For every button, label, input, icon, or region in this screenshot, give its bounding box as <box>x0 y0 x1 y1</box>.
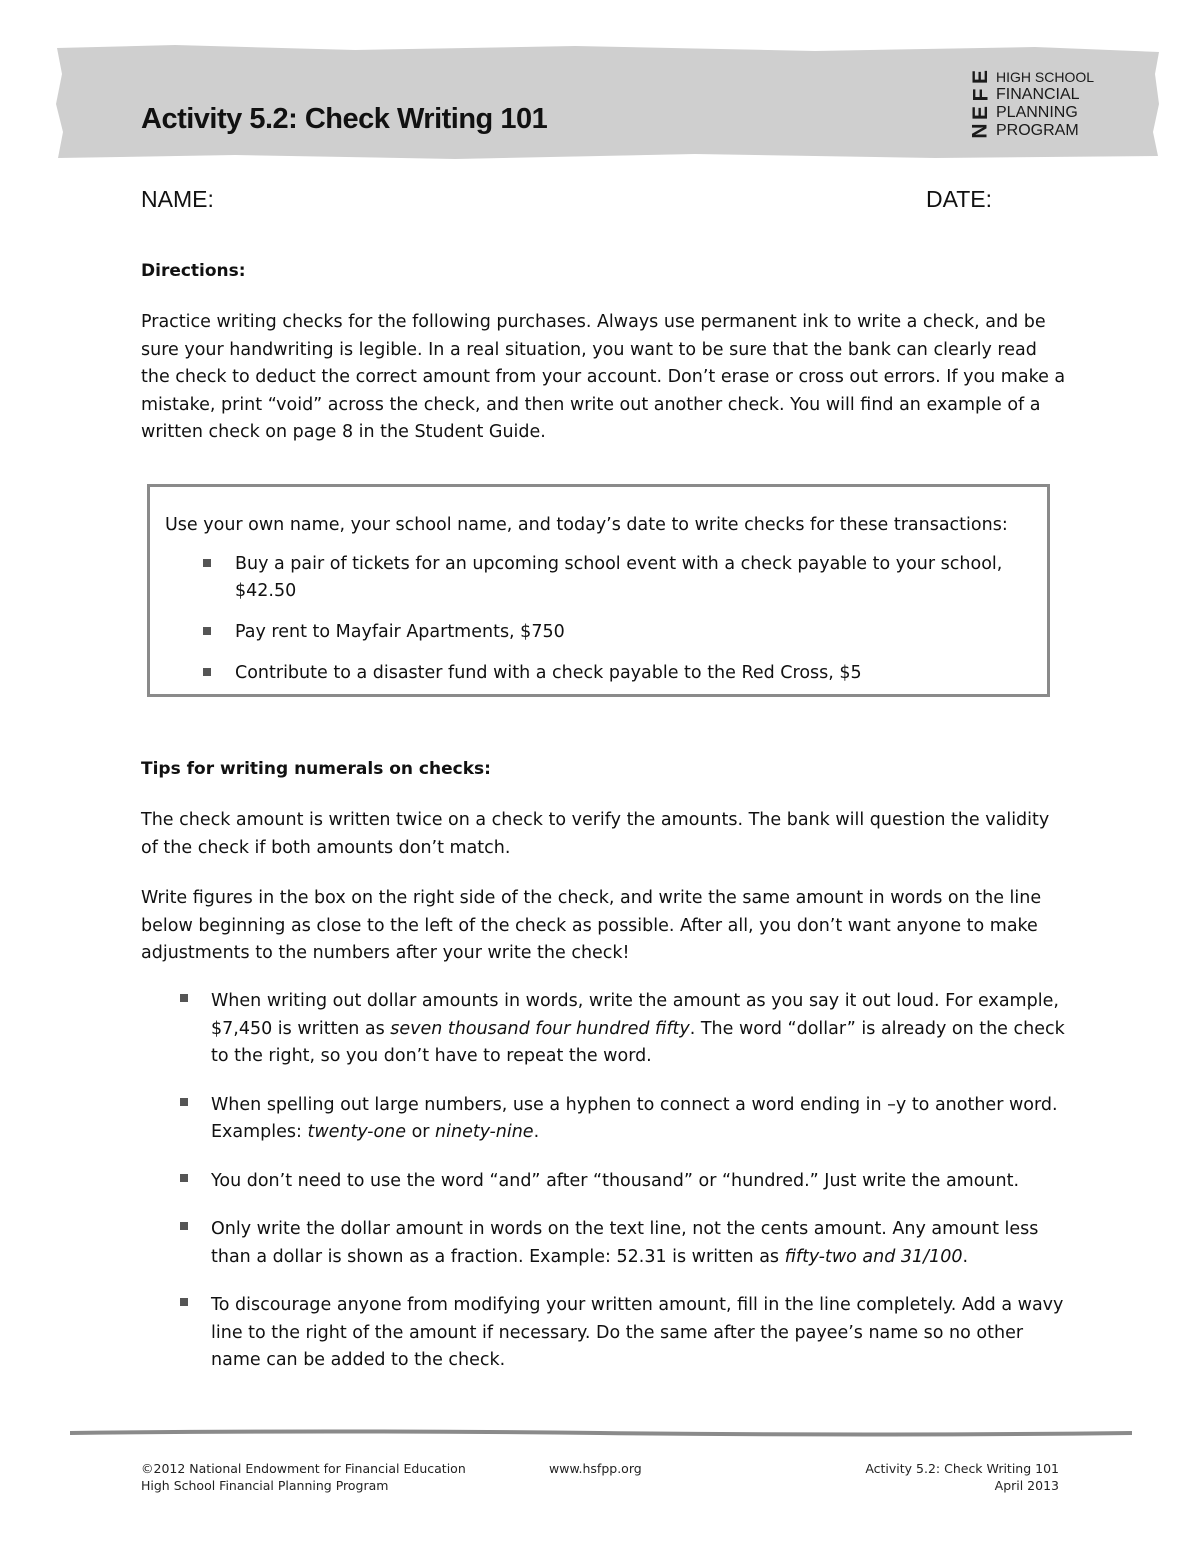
bullet-icon <box>203 559 211 567</box>
directions-heading: Directions: <box>141 261 246 281</box>
list-item <box>176 1216 1066 1271</box>
bullet-icon <box>180 994 188 1002</box>
tip-text: or <box>406 1122 436 1142</box>
footer-divider <box>70 1428 1132 1438</box>
footer-right <box>865 1461 1059 1494</box>
bullet-icon <box>180 1298 188 1306</box>
footer-copyright: ©2012 National Endowment for Financial Education <box>141 1461 466 1476</box>
name-label: NAME: <box>141 186 214 212</box>
tip-text: Only write the dollar amount in words on the text line, not the cents amount. Any amount less than a dollar is shown as a fraction. Example: 52.31 is written as <box>211 1219 1039 1267</box>
transaction-text: Contribute to a disaster fund with a check payable to the Red Cross, $5 <box>235 663 862 683</box>
bullet-icon <box>203 668 211 676</box>
logo-line: FINANCIAL <box>996 86 1080 103</box>
footer-activity: Activity 5.2: Check Writing 101 <box>865 1461 1059 1476</box>
list-item <box>200 551 1030 605</box>
nefe-logo-mark <box>969 68 993 140</box>
list-item <box>176 1092 1066 1147</box>
list-item <box>176 1168 1066 1196</box>
tip-text: . <box>962 1246 969 1267</box>
bullet-icon <box>180 1222 188 1230</box>
tip-example: ninety-nine <box>435 1122 534 1142</box>
list-item <box>176 1292 1066 1375</box>
tips-paragraph: Write figures in the box on the right side of the check, and write the same amount in words on the line below beginning as close to the left of the check as possible. After all, you don’t want anyone to make adjustments to the numbers after your write the check! <box>141 888 1042 963</box>
transaction-text: Pay rent to Mayfair Apartments, $750 <box>235 622 565 642</box>
tip-text: To discourage anyone from modifying your written amount, fill in the line completely. Add a wavy line to the right of the amount if necessary. Do the same after the payee’s name so no other name can be added to the check. <box>211 1295 1064 1370</box>
bullet-icon <box>203 627 211 635</box>
transactions-list <box>200 551 1030 701</box>
logo-letter: E <box>968 69 992 85</box>
logo-letter: E <box>968 105 992 121</box>
tip-text: You don’t need to use the word “and” after “thousand” or “hundred.” Just write the amount. <box>211 1170 1020 1191</box>
list-item <box>200 619 1030 646</box>
transactions-box <box>147 484 1050 697</box>
transaction-text: Buy a pair of tickets for an upcoming school event with a check payable to your school, $42.50 <box>235 554 1003 601</box>
logo-line: HIGH SCHOOL <box>996 69 1095 85</box>
footer-center <box>549 1461 642 1478</box>
tips-heading: Tips for writing numerals on checks: <box>141 759 491 779</box>
directions-text: Practice writing checks for the following purchases. Always use permanent ink to write a check, and be sure your handwriting is legible. In a real situation, you want to be sure that the bank can clearly read the check to deduct the correct amount from your account. Don’t erase or cross out errors. If you make a mistake, print “void” across the check, and then write out another check. You will find an example of a written check on page 8 in the Student Guide. <box>141 312 1066 442</box>
transactions-intro: Use your own name, your school name, and today’s date to write checks for these transactions: <box>165 515 1008 535</box>
nefe-logo <box>969 68 1109 144</box>
tip-text: When writing out dollar amounts in words, write the amount as you say it out loud. For example, $7,450 is written as <box>211 991 1059 1039</box>
footer-date: April 2013 <box>994 1477 1059 1493</box>
tip-text: . The word “dollar” is already on the check to the right, so you don’t have to repeat the word. <box>211 1018 1065 1066</box>
page-title: Activity 5.2: Check Writing 101 <box>141 103 548 135</box>
tip-text: When spelling out large numbers, use a hyphen to connect a word ending in –y to another word. Examples: <box>211 1094 1058 1142</box>
logo-text <box>996 68 1094 140</box>
logo-line: PROGRAM <box>996 122 1079 139</box>
logo-letter: F <box>968 88 992 102</box>
footer-left <box>141 1461 466 1494</box>
date-label: DATE: <box>926 186 993 212</box>
list-item <box>176 988 1066 1071</box>
footer-website-link[interactable]: www.hsfpp.org <box>549 1461 642 1476</box>
footer-program: High School Financial Planning Program <box>141 1477 389 1493</box>
logo-letter: N <box>968 123 992 139</box>
bullet-icon <box>180 1174 188 1182</box>
tip-example: twenty-one <box>307 1122 407 1142</box>
tips-list <box>176 988 1066 1396</box>
list-item <box>200 660 1030 687</box>
tip-example: fifty-two and 31/100 <box>784 1246 963 1267</box>
logo-line: PLANNING <box>996 104 1078 121</box>
tip-example: seven thousand four hundred fifty <box>390 1018 690 1039</box>
bullet-icon <box>180 1098 188 1106</box>
tips-paragraph: The check amount is written twice on a check to verify the amounts. The bank will question the validity of the check if both amounts don’t match. <box>141 810 1050 858</box>
tip-text: . <box>533 1122 540 1142</box>
